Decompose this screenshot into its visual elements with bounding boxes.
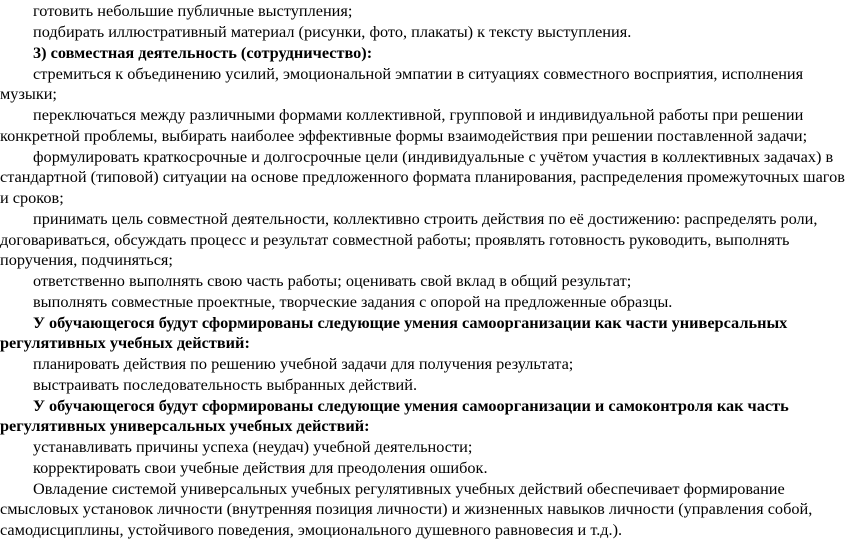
text-line: готовить небольшие публичные выступления; (33, 1, 353, 20)
text-line: выстраивать последовательность выбранных действий. (33, 375, 418, 394)
text-line: конкретной проблемы, выбирать наиболее эффективные формы взаимодействия при решении поставленной задачи; (0, 126, 808, 145)
bold-text-line: У обучающегося будут сформированы следующие умения самоорганизации как части универсальных (33, 313, 788, 332)
text-line: стремиться к объединению усилий, эмоциональной эмпатии в ситуациях совместного восприятия, исполнения (33, 64, 804, 83)
bold-text-line: регулятивных учебных действий: (0, 333, 250, 352)
text-line: самодисциплины, устойчивого поведения, эмоционального душевного равновесия и т.д.). (0, 520, 623, 539)
text-line: формулировать краткосрочные и долгосрочные цели (индивидуальные с учётом участия в коллективных задачах) в (33, 147, 834, 166)
text-line: выполнять совместные проектные, творческие задания с опорой на предложенные образцы. (33, 292, 673, 311)
text-line: принимать цель совместной деятельности, коллективно строить действия по её достижению: распределять роли, (33, 209, 818, 228)
text-line: музыки; (0, 84, 57, 103)
text-line: смысловых установок личности (внутренняя позиция личности) и жизненных навыков личности (управления собой, (0, 499, 813, 518)
bold-text-line: У обучающегося будут сформированы следующие умения самоорганизации и самоконтроля как часть (33, 396, 789, 415)
text-line: подбирать иллюстративный материал (рисунки, фото, плакаты) к тексту выступления. (33, 22, 632, 41)
text-line: стандартной (типовой) ситуации на основе предложенного формата планирования, распределения промежуточных шагов (0, 167, 845, 186)
text-line: и сроков; (0, 188, 64, 207)
text-line: ответственно выполнять свою часть работы; оценивать свой вклад в общий результат; (33, 271, 632, 290)
text-line: планировать действия по решению учебной задачи для получения результата; (33, 354, 574, 373)
text-line: устанавливать причины успеха (неудач) учебной деятельности; (33, 437, 473, 456)
text-line: переключаться между различными формами коллективной, групповой и индивидуальной работы при решении (33, 105, 804, 124)
text-line: Овладение системой универсальных учебных регулятивных учебных действий обеспечивает формирование (33, 479, 785, 498)
bold-text-line: регулятивных универсальных учебных действий: (0, 416, 370, 435)
text-line: корректировать свои учебные действия для преодоления ошибок. (33, 458, 488, 477)
text-line: поручения, подчиняться; (0, 250, 173, 269)
text-line: договариваться, обсуждать процесс и результат совместной работы; проявлять готовность руководить, выполнять (0, 230, 790, 249)
bold-text-line: 3) совместная деятельность (сотрудничество): (33, 43, 373, 62)
